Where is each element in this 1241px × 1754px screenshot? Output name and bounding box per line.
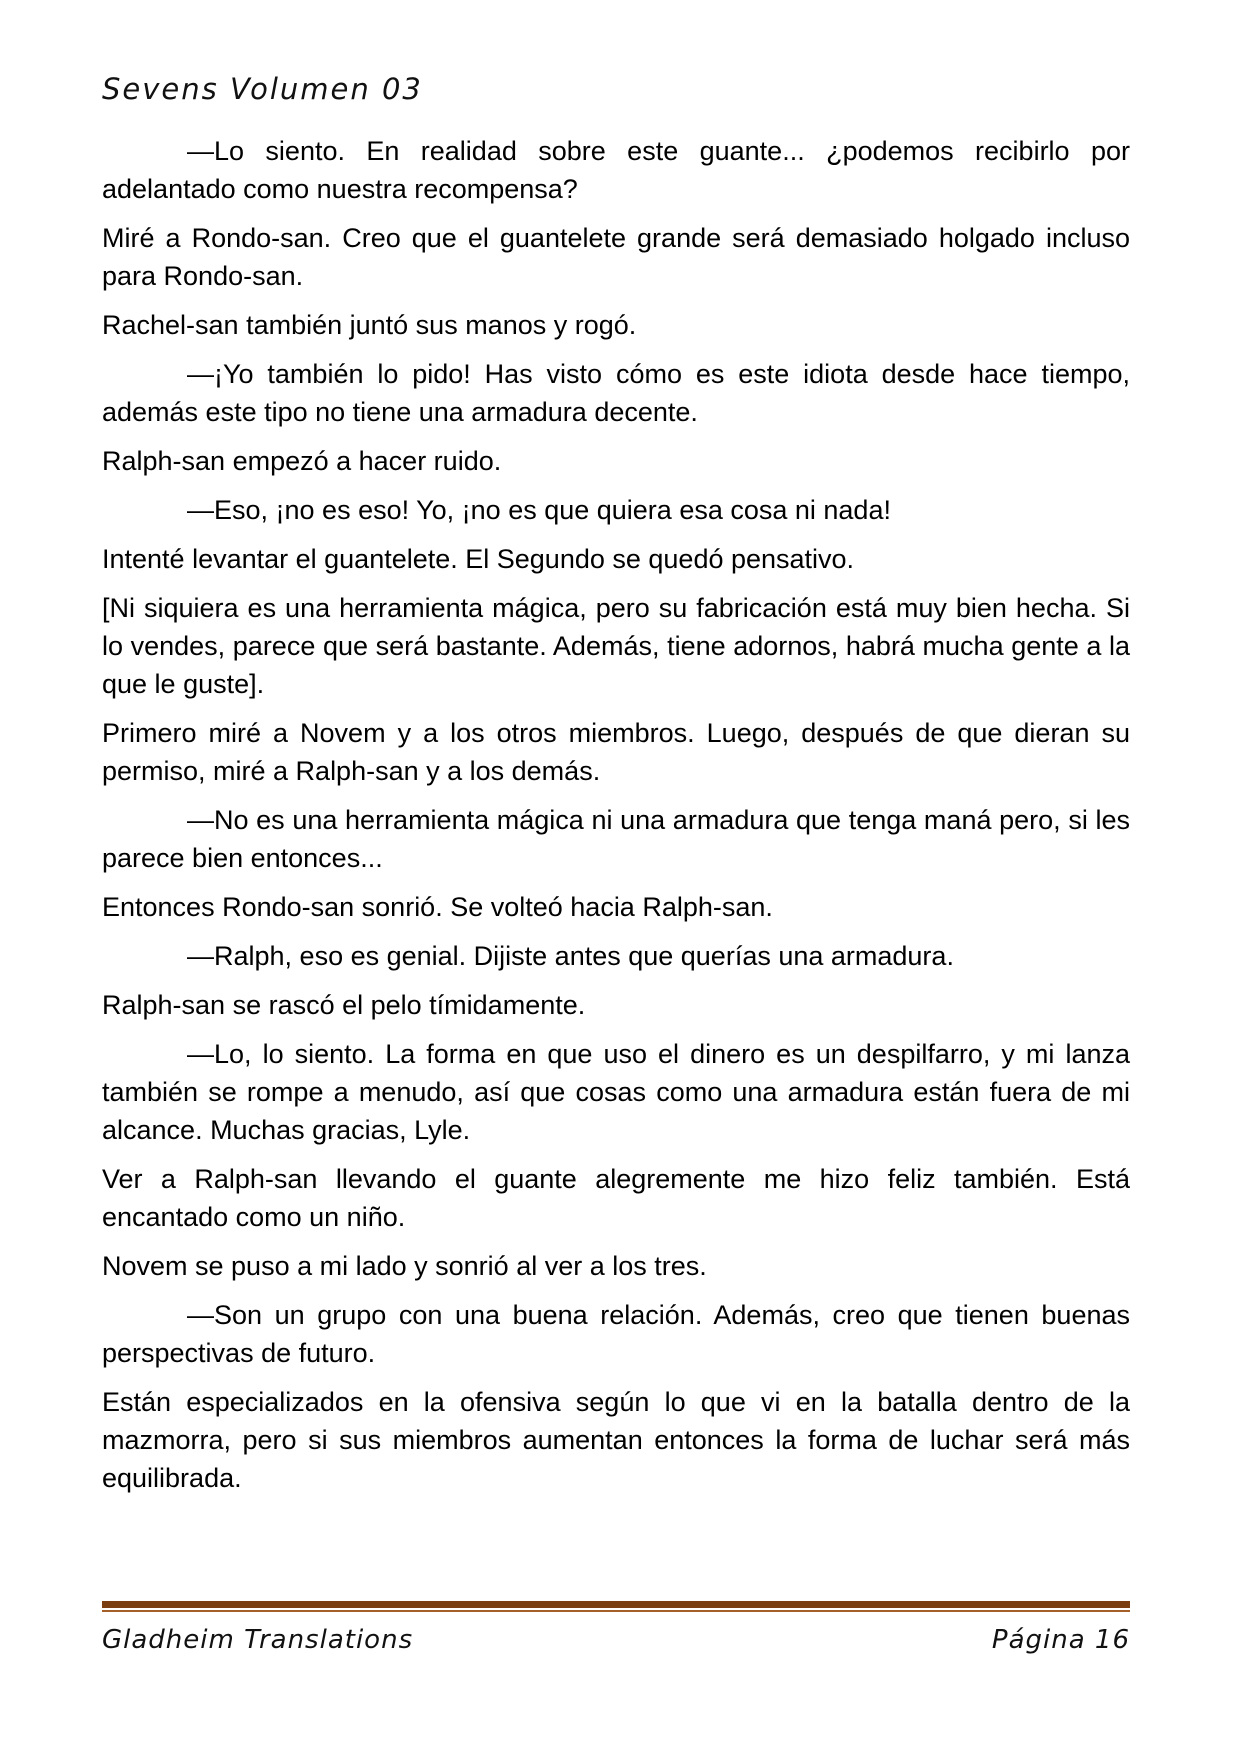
paragraph: [Ni siquiera es una herramienta mágica, pero su fabricación está muy bien hecha. Si lo vendes, parece que será bastante. Además, tiene adornos, habrá mucha gente a la que le guste]. xyxy=(102,593,1130,699)
paragraph: —¡Yo también lo pido! Has visto cómo es este idiota desde hace tiempo, además este tipo no tiene una armadura decente. xyxy=(102,359,1130,427)
footer-rule-thick xyxy=(102,1601,1130,1608)
page-footer xyxy=(102,1601,1130,1655)
paragraph: Ralph-san empezó a hacer ruido. xyxy=(102,446,502,476)
paragraph: —Lo siento. En realidad sobre este guante... ¿podemos recibirlo por adelantado como nuestra recompensa? xyxy=(102,136,1130,204)
footer-page-number: Página 16 xyxy=(991,1625,1130,1655)
paragraph: Miré a Rondo-san. Creo que el guantelete grande será demasiado holgado incluso para Rondo-san. xyxy=(102,223,1130,291)
footer-translator-credit: Gladheim Translations xyxy=(102,1625,414,1655)
paragraph: —Ralph, eso es genial. Dijiste antes que querías una armadura. xyxy=(187,941,954,971)
paragraph: —Lo, lo siento. La forma en que uso el dinero es un despilfarro, y mi lanza también se rompe a menudo, así que cosas como una armadura están fuera de mi alcance. Muchas gracias, Lyle. xyxy=(102,1039,1130,1145)
paragraph: Intenté levantar el guantelete. El Segundo se quedó pensativo. xyxy=(102,544,855,574)
footer-text-row xyxy=(102,1625,1130,1655)
footer-rule xyxy=(102,1601,1130,1612)
paragraph: Novem se puso a mi lado y sonrió al ver a los tres. xyxy=(102,1251,707,1281)
paragraph: Ver a Ralph-san llevando el guante alegremente me hizo feliz también. Está encantado como un niño. xyxy=(102,1164,1130,1232)
document-title: Sevens Volumen 03 xyxy=(102,72,423,106)
paragraph: Están especializados en la ofensiva según lo que vi en la batalla dentro de la mazmorra, pero si sus miembros aumentan entonces la forma de luchar será más equilibrada. xyxy=(102,1387,1130,1493)
paragraph: Entonces Rondo-san sonrió. Se volteó hacia Ralph-san. xyxy=(102,892,773,922)
footer-rule-thin xyxy=(102,1610,1130,1612)
paragraph: —Eso, ¡no es eso! Yo, ¡no es que quiera esa cosa ni nada! xyxy=(187,495,891,525)
paragraph: —No es una herramienta mágica ni una armadura que tenga maná pero, si les parece bien entonces... xyxy=(102,805,1130,873)
paragraph: Primero miré a Novem y a los otros miembros. Luego, después de que dieran su permiso, miré a Ralph-san y a los demás. xyxy=(102,718,1130,786)
document-body xyxy=(102,132,1130,1497)
page-header xyxy=(102,72,1130,106)
paragraph: —Son un grupo con una buena relación. Además, creo que tienen buenas perspectivas de futuro. xyxy=(102,1300,1130,1368)
paragraph: Ralph-san se rascó el pelo tímidamente. xyxy=(102,990,586,1020)
paragraph: Rachel-san también juntó sus manos y rogó. xyxy=(102,310,637,340)
